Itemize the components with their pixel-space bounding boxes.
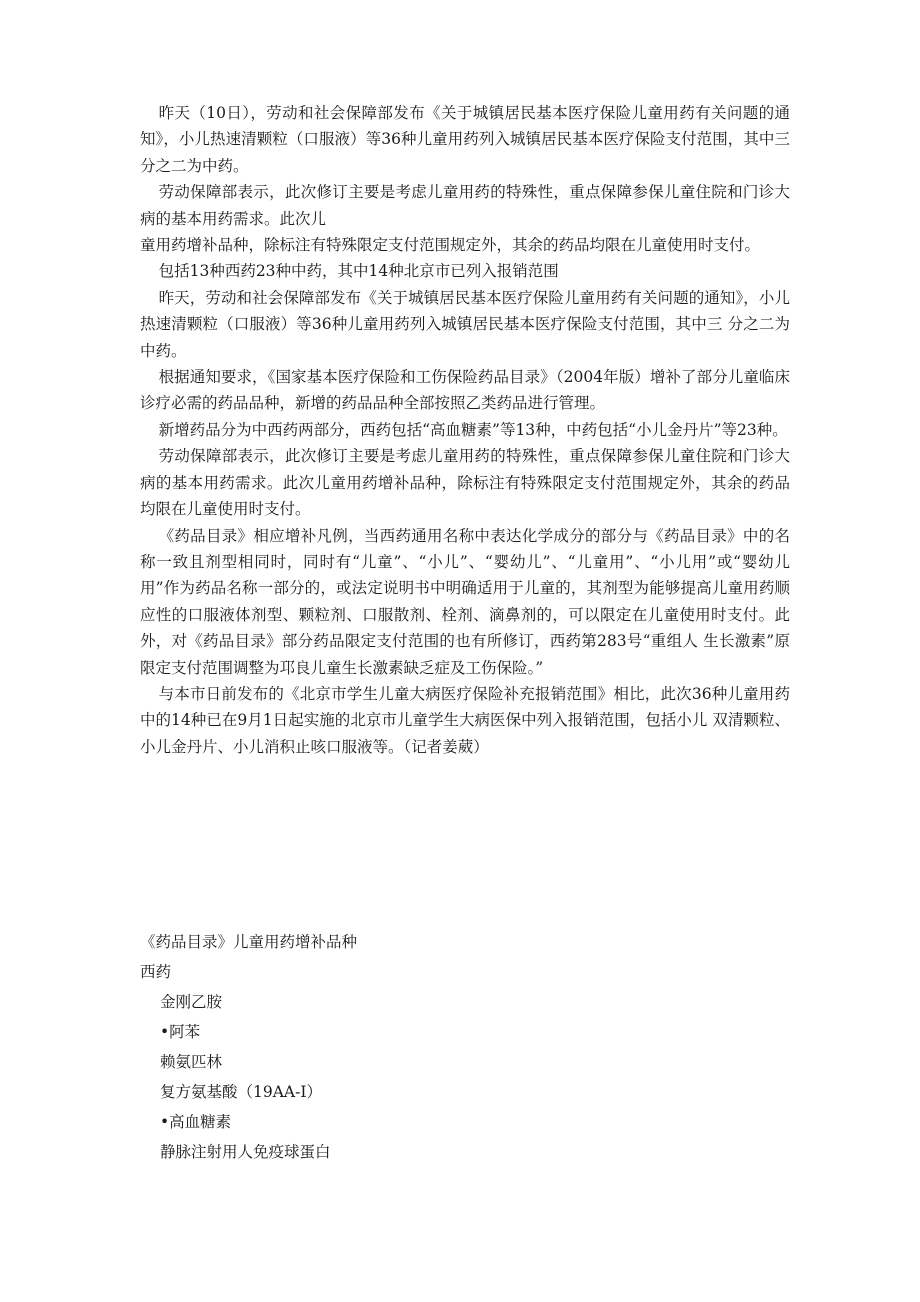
list-item: •高血糖素 [160,1113,232,1131]
paragraph-revision-reason: 劳动保障部表示，此次修订主要是考虑儿童用药的特殊性，重点保障参保儿童住院和门诊大病的基本用药需求。此次儿童用药增补品种，除标注有特殊限定支付范围规定外，其余的药品均限在儿童使用时支付。 [140,447,790,519]
list-item: 赖氨匹林 [160,1053,223,1071]
paragraph-new-drugs: 新增药品分为中西药两部分，西药包括“高血糖素”等13种，中药包括“小儿金丹片”等23种。 [158,420,788,439]
paragraph-subheading: 包括13种西药23种中药，其中14种北京市已列入报销范围 [158,262,559,281]
western-drug-list [140,987,790,1167]
paragraph-yesterday: 昨天，劳动和社会保障部发布《关于城镇居民基本医疗保险儿童用药有关问题的通知》，小儿热速清颗粒（口服液）等36种儿童用药列入城镇居民基本医疗保险支付范围，其中三 分之二为中药。 [140,288,790,360]
paragraph-ministry-statement: 劳动保障部表示，此次修订主要是考虑儿童用药的特殊性，重点保障参保儿童住院和门诊大病的基本用药需求。此次儿 [140,183,790,228]
news-article [140,100,790,760]
paragraph-beijing-comparison: 与本市日前发布的《北京市学生儿童大病医疗保险补充报销范围》相比，此次36种儿童用药中的14种已在9月1日起实施的北京市儿童学生大病医保中列入报销范围，包括小儿 双清颗粒、小儿金丹片、小儿消积止咳口服液等。（记者姜葳） [140,684,790,756]
paragraph-notice-requirements: 根据通知要求，《国家基本医疗保险和工伤保险药品目录》（2004年版）增补了部分儿童临床诊疗必需的药品品种，新增的药品品种全部按照乙类药品进行管理。 [140,368,790,413]
list-item: 复方氨基酸（19AA-I） [160,1083,322,1101]
list-item: •阿苯 [160,1023,201,1041]
paragraph-catalog-rules: 《药品目录》相应增补凡例，当西药通用名称中表达化学成分的部分与《药品目录》中的名称一致且剂型相同时，同时有“儿童”、“小儿”、“婴幼儿”、“儿童用”、“小儿用”或“婴幼儿用”作为药品名称一部分的，或法定说明书中明确适用于儿童的，其剂型为能够提高儿童用药顺应性的口服液体剂型、颗粒剂、口服散剂、栓剂、滴鼻剂的，可以限定在儿童使用时支付。此外，对《药品目录》部分药品限定支付范围的也有所修订，西药第283号“重组人 生长激素”原限定支付范围调整为邛良儿童生长激素缺乏症及工伤保险。” [140,526,790,677]
list-item: 静脉注射用人免疫球蛋白 [160,1143,331,1161]
paragraph-intro: 昨天（10日），劳动和社会保障部发布《关于城镇居民基本医疗保险儿童用药有关问题的通知》，小儿热速清颗粒（口服液）等36种儿童用药列入城镇居民基本医疗保险支付范围，其中三分之二为中药。 [140,104,790,175]
drug-category-western: 西药 [140,962,172,981]
drug-list-title: 《药品目录》儿童用药增补品种 [140,933,358,951]
list-item: 金刚乙胺 [160,993,223,1011]
drug-list-section [140,928,790,1167]
paragraph-ministry-statement-continued: 童用药增补品种，除标注有特殊限定支付范围规定外，其余的药品均限在儿童使用时支付。 [140,236,761,255]
